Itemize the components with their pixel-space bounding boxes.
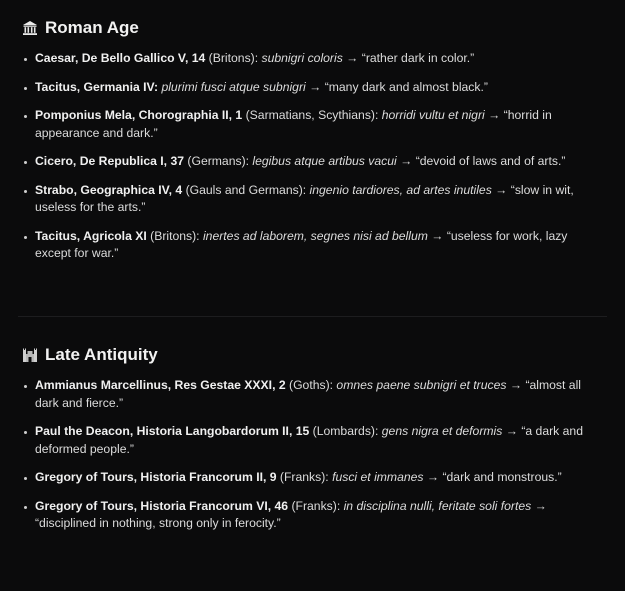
section-title: Late Antiquity — [45, 345, 158, 364]
entry-list — [22, 377, 603, 533]
latin-quote: inertes ad laborem, segnes nisi ad bellum — [202, 228, 428, 243]
citation-people: (Britons): — [205, 51, 262, 65]
latin-quote: plurimi fusci atque subnigri — [161, 79, 306, 94]
translation: → “a dark and deformed people.” — [35, 424, 583, 456]
translation: → “dark and monstrous.” — [423, 470, 562, 484]
citation-people: (Franks): — [276, 470, 333, 484]
list-item — [22, 377, 603, 412]
citation-people: (Goths): — [285, 378, 337, 392]
latin-quote: in disciplina nulli, feritate soli fortes — [343, 498, 532, 513]
translation: → “almost all dark and fierce.” — [35, 378, 581, 410]
list-item — [22, 182, 603, 217]
citation-people: (Lombards): — [309, 424, 382, 438]
latin-quote: fusci et immanes — [332, 470, 424, 484]
citation-source: Paul the Deacon, Historia Langobardorum II, 15 — [35, 424, 310, 438]
list-item — [22, 50, 603, 68]
citation-source: Ammianus Marcellinus, Res Gestae XXXI, 2 — [35, 378, 286, 392]
translation: → “useless for work, lazy except for war.” — [35, 228, 568, 260]
latin-quote: gens nigra et deformis — [381, 424, 503, 438]
list-item — [22, 423, 603, 458]
section-heading — [22, 16, 603, 40]
citation-source: Caesar, De Bello Gallico V, 14 — [35, 51, 206, 65]
translation: → “horrid in appearance and dark.” — [35, 108, 552, 140]
list-item — [22, 107, 603, 142]
translation: → “devoid of laws and of arts.” — [396, 154, 566, 168]
citation-source: Cicero, De Republica I, 37 — [35, 154, 185, 168]
section-roman-age — [22, 16, 603, 316]
latin-quote: ingenio tardiores, ad artes inutiles — [309, 182, 492, 197]
list-item — [22, 498, 603, 533]
citation-source: Gregory of Tours, Historia Francorum II, 9 — [35, 470, 277, 484]
latin-quote: horridi vultu et nigri — [381, 108, 485, 122]
citation-people: (Britons): — [146, 228, 203, 243]
citation-source: Gregory of Tours, Historia Francorum VI, 46 — [35, 498, 289, 513]
section-heading — [22, 343, 603, 367]
translation: → “disciplined in nothing, strong only in ferocity.” — [35, 498, 547, 530]
latin-quote: legibus atque artibus vacui — [252, 154, 397, 168]
citation-people: (Gauls and Germans): — [182, 182, 310, 197]
translation: → “rather dark in color.” — [342, 51, 475, 65]
classical-building-icon — [22, 20, 38, 36]
latin-quote: subnigri coloris — [261, 51, 343, 65]
citation-source: Strabo, Geographica IV, 4 — [35, 182, 183, 197]
section-late-antiquity — [22, 317, 603, 533]
citation-source: Pomponius Mela, Chorographia II, 1 — [35, 108, 243, 122]
translation: → “slow in wit, useless for the arts.” — [35, 182, 574, 214]
translation: → “many dark and almost black.” — [305, 79, 488, 94]
list-item — [22, 228, 603, 263]
castle-icon — [22, 347, 38, 363]
citation-people: (Sarmatians, Scythians): — [242, 108, 382, 122]
latin-quote: omnes paene subnigri et truces — [336, 378, 507, 392]
citation-people: (Germans): — [184, 154, 253, 168]
list-item — [22, 79, 603, 97]
citation-source: Tacitus, Agricola XI — [35, 228, 147, 243]
section-title: Roman Age — [45, 18, 139, 37]
list-item — [22, 469, 603, 487]
entry-list — [22, 50, 603, 263]
list-item — [22, 153, 603, 171]
citation-source: Tacitus, Germania IV: — [35, 79, 159, 94]
citation-people: (Franks): — [288, 498, 344, 513]
